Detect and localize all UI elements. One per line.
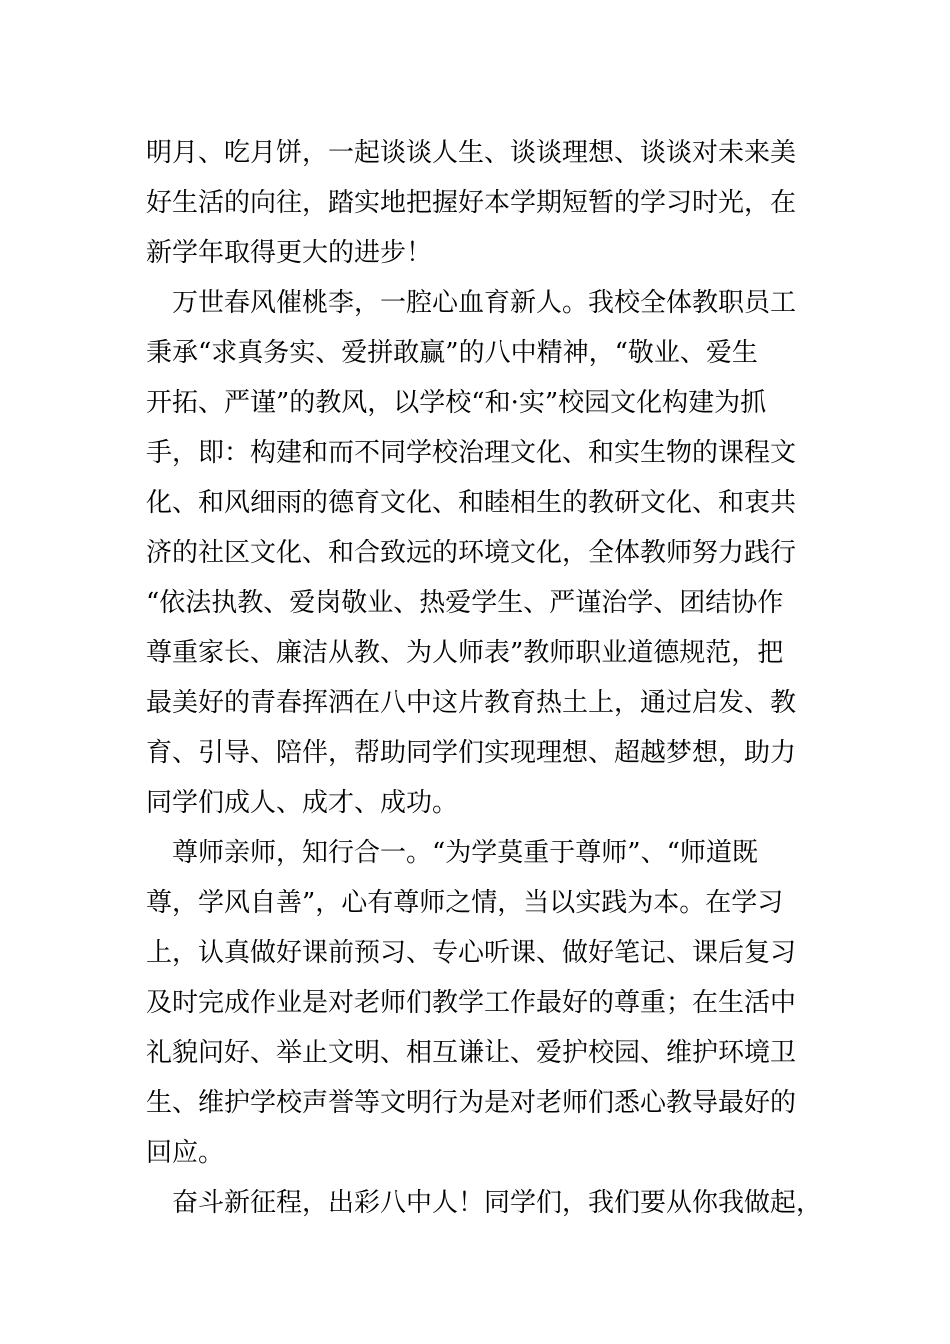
text-line: 尊重家长、廉洁从教、为人师表”教师职业道德规范，把 (146, 638, 784, 668)
text-line: 开拓、严谨”的教风，以学校“和·实”校园文化构建为抓 (146, 388, 767, 418)
text-line: 生、维护学校声誉等文明行为是对老师们悉心教导最好的 (146, 1088, 797, 1118)
text-line: 礼貌问好、举止文明、相互谦让、爱护校园、维护环境卫 (146, 1038, 797, 1068)
text-line: 明月、吃月饼，一起谈谈人生、谈谈理想、谈谈对未来美 (146, 138, 797, 168)
text-line: 上，认真做好课前预习、专心听课、做好笔记、课后复习 (146, 938, 797, 968)
text-line: 万世春风催桃李，一腔心血育新人。我校全体教职员工 (146, 288, 797, 318)
text-line: 手，即：构建和而不同学校治理文化、和实生物的课程文 (146, 438, 797, 468)
text-line: 新学年取得更大的进步！ (146, 238, 433, 268)
text-line: 同学们成人、成才、成功。 (146, 788, 459, 818)
text-line: 化、和风细雨的德育文化、和睦相生的教研文化、和衷共 (146, 488, 797, 518)
text-line: 济的社区文化、和合致远的环境文化，全体教师努力践行 (146, 538, 797, 568)
text-line: 尊师亲师，知行合一。“为学莫重于尊师”、“师道既 (146, 838, 758, 868)
text-line: 回应。 (146, 1138, 225, 1168)
text-line: 及时完成作业是对老师们教学工作最好的尊重；在生活中 (146, 988, 797, 1018)
text-line: “依法执教、爱岗敬业、热爱学生、严谨治学、团结协作 (146, 588, 784, 618)
text-line: 最美好的青春挥洒在八中这片教育热土上，通过启发、教 (146, 688, 797, 718)
text-line: 好生活的向往，踏实地把握好本学期短暂的学习时光，在 (146, 188, 797, 218)
text-line: 育、引导、陪伴，帮助同学们实现理想、超越梦想，助力 (146, 738, 797, 768)
text-line: 秉承“求真务实、爱拼敢赢”的八中精神，“敬业、爱生 (146, 338, 758, 368)
text-line: 尊，学风自善”，心有尊师之情，当以实践为本。在学习 (146, 888, 784, 918)
text-line: 奋斗新征程，出彩八中人！同学们，我们要从你我做起， (146, 1188, 823, 1218)
